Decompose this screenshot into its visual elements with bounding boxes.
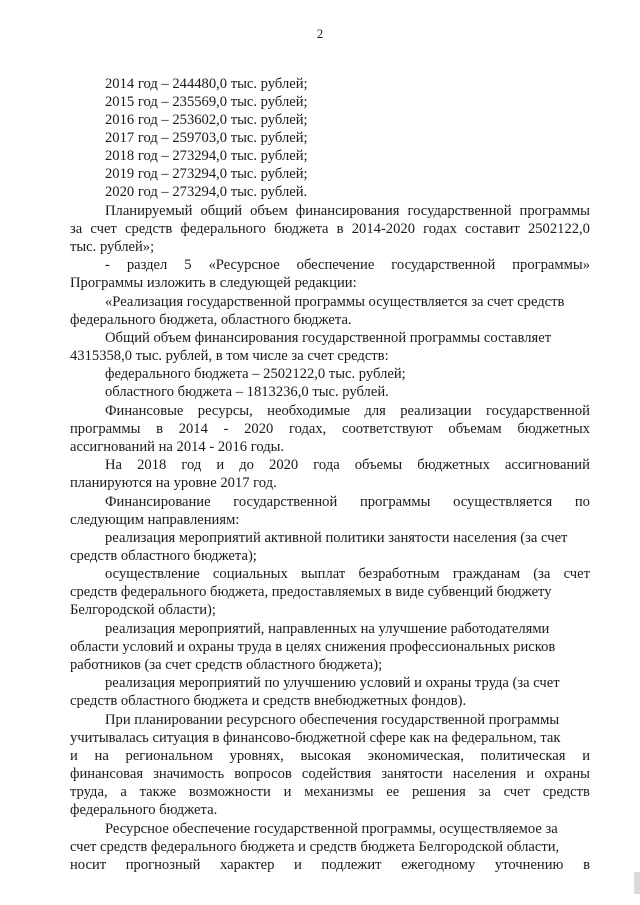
text-line: средств областного бюджета и средств внебюджетных фондов).	[70, 693, 467, 709]
text-word: характер	[220, 857, 275, 873]
text-word: составит	[465, 221, 520, 237]
text-word: значимость	[153, 766, 225, 782]
text-line	[105, 256, 590, 274]
text-word: решения	[411, 784, 466, 800]
text-line	[105, 456, 590, 474]
text-word: 2502122,0	[527, 221, 590, 237]
text-word: государственной	[407, 203, 512, 219]
text-word: Финансирование	[105, 494, 211, 510]
text-line: 2020 год – 273294,0 тыс. рублей.	[105, 184, 308, 200]
text-word: программы»	[512, 257, 590, 273]
text-word: безработным	[358, 566, 440, 582]
text-word: счет	[563, 566, 590, 582]
text-word: 5	[184, 257, 192, 273]
text-word: и	[582, 748, 590, 764]
text-word: бюджетных	[417, 457, 490, 473]
text-word: соответствуют	[342, 421, 433, 437]
text-word: 2014	[178, 421, 208, 437]
text-line: областного бюджета – 1813236,0 тыс. рублей.	[105, 384, 389, 400]
text-line: 4315358,0 тыс. рублей, в том числе за счет средств:	[70, 348, 389, 364]
text-word: подлежит	[321, 857, 382, 873]
text-word: по	[574, 494, 590, 510]
text-word: На	[105, 457, 123, 473]
text-word: -	[223, 421, 229, 437]
text-word: и	[283, 784, 292, 800]
text-word: и	[526, 766, 535, 782]
text-word: федерального	[180, 221, 266, 237]
text-line	[105, 202, 590, 220]
text-word: средств	[542, 784, 590, 800]
text-word: возможности	[188, 784, 271, 800]
text-word: счет	[90, 221, 117, 237]
text-word: 2020	[244, 421, 274, 437]
text-word: ассигнований	[504, 457, 590, 473]
text-word: носит	[70, 857, 107, 873]
text-line: При планировании ресурсного обеспечения государственной программы	[105, 712, 560, 728]
text-line: ассигнований на 2014 - 2016 годы.	[70, 439, 285, 455]
text-word: программы	[70, 421, 141, 437]
text-word: финансирования	[295, 203, 400, 219]
text-word: за	[70, 221, 83, 237]
text-word: также	[139, 784, 177, 800]
text-word: населения	[452, 766, 517, 782]
text-word: социальных	[212, 566, 288, 582]
text-word: общий	[200, 203, 243, 219]
text-word: ежегодному	[401, 857, 476, 873]
text-word: финансовая	[70, 766, 144, 782]
text-word: выплат	[300, 566, 346, 582]
text-word: за	[478, 784, 491, 800]
text-word: в	[336, 221, 344, 237]
text-line: реализация мероприятий активной политики занятости населения (за счет	[105, 530, 568, 546]
text-line: Общий объем финансирования государственной программы составляет	[105, 330, 552, 346]
text-word: государственной	[391, 257, 496, 273]
text-word: и	[294, 857, 302, 873]
scan-edge-mark	[634, 872, 640, 894]
text-line: 2017 год – 259703,0 тыс. рублей;	[105, 130, 308, 146]
text-word: раздел	[126, 257, 168, 273]
text-word: охраны	[544, 766, 590, 782]
text-word: -	[105, 257, 110, 273]
text-line	[70, 747, 590, 765]
text-line: планируются на уровне 2017 год.	[70, 475, 277, 491]
text-line: Белгородской области);	[70, 602, 216, 618]
text-word: экономическая,	[367, 748, 464, 764]
text-word: реализации	[400, 403, 472, 419]
text-line: 2019 год – 273294,0 тыс. рублей;	[105, 166, 308, 182]
text-word: программы	[519, 203, 590, 219]
text-word: 2020	[269, 457, 299, 473]
text-word: труда,	[70, 784, 108, 800]
text-line: средств федерального бюджета, предоставляемых в виде субвенций бюджету	[70, 584, 552, 600]
text-word: гражданам	[452, 566, 521, 582]
text-word: высокая	[300, 748, 351, 764]
text-word: региональном	[125, 748, 213, 764]
text-word: программы	[359, 494, 431, 510]
text-word: (за	[533, 566, 551, 582]
text-word: год	[181, 457, 202, 473]
text-line: «Реализация государственной программы осуществляется за счет средств	[105, 294, 565, 310]
text-word: механизмы	[304, 784, 374, 800]
text-line	[70, 420, 590, 438]
text-line: счет средств федерального бюджета и средств бюджета Белгородской области,	[70, 839, 560, 855]
text-line: реализация мероприятий, направленных на улучшение работодателями	[105, 621, 550, 637]
text-line: Программы изложить в следующей редакции:	[70, 275, 357, 291]
text-word: Планируемый	[105, 203, 193, 219]
text-line: средств областного бюджета);	[70, 548, 257, 564]
text-line: Ресурсное обеспечение государственной программы, осуществляемое за	[105, 821, 558, 837]
text-line: 2018 год – 273294,0 тыс. рублей;	[105, 148, 308, 164]
text-word: уточнению	[494, 857, 564, 873]
text-word: в	[583, 857, 590, 873]
text-word: годах,	[288, 421, 327, 437]
text-line: работников (за счет средств областного бюджета);	[70, 657, 383, 673]
text-line: тыс. рублей»;	[70, 239, 155, 255]
text-word: государственной	[233, 494, 338, 510]
text-word: содействия	[301, 766, 372, 782]
text-line: 2014 год – 244480,0 тыс. рублей;	[105, 76, 308, 92]
text-word: ресурсы,	[197, 403, 253, 419]
text-word: вопросов	[234, 766, 292, 782]
text-line: федерального бюджета.	[70, 802, 218, 818]
text-word: Финансовые	[105, 403, 184, 419]
text-line: учитывалась ситуация в финансово-бюджетной сфере как на федеральном, так	[70, 730, 561, 746]
text-word: до	[239, 457, 254, 473]
text-line	[70, 783, 590, 801]
text-word: «Ресурсное	[208, 257, 280, 273]
text-word: годах	[423, 221, 457, 237]
text-word: бюджета	[274, 221, 329, 237]
text-word: счет	[503, 784, 530, 800]
text-word: ее	[386, 784, 400, 800]
text-word: а	[120, 784, 127, 800]
text-word: в	[156, 421, 164, 437]
text-line	[70, 765, 590, 783]
text-word: средств	[124, 221, 173, 237]
page-number: 2	[316, 26, 324, 41]
text-word: политическая	[480, 748, 566, 764]
text-word: обеспечение	[296, 257, 375, 273]
text-word: необходимые	[267, 403, 350, 419]
text-word: уровнях,	[229, 748, 284, 764]
text-word: года	[313, 457, 340, 473]
text-word: осуществление	[105, 566, 200, 582]
text-line: федерального бюджета, областного бюджета.	[70, 312, 352, 328]
text-word: 2018	[137, 457, 167, 473]
text-word: и	[70, 748, 78, 764]
text-word: на	[94, 748, 109, 764]
text-word: объемам	[448, 421, 502, 437]
text-line	[105, 402, 590, 420]
text-word: и	[216, 457, 225, 473]
text-word: занятости	[381, 766, 443, 782]
text-word: бюджетных	[517, 421, 590, 437]
text-line	[70, 220, 590, 238]
text-line: реализация мероприятий по улучшению условий и охраны труда (за счет	[105, 675, 560, 691]
text-word: осуществляется	[453, 494, 553, 510]
text-line	[105, 493, 590, 511]
text-line: следующим направлениям:	[70, 512, 240, 528]
text-word: государственной	[485, 403, 590, 419]
text-line: области условий и охраны труда в целях снижения профессиональных рисков	[70, 639, 556, 655]
text-line	[105, 565, 590, 583]
text-line	[70, 856, 590, 874]
text-line: федерального бюджета – 2502122,0 тыс. рублей;	[105, 366, 406, 382]
text-word: объемы	[354, 457, 403, 473]
text-word: объем	[250, 203, 288, 219]
text-word: для	[364, 403, 386, 419]
text-word: прогнозный	[125, 857, 201, 873]
text-line: 2016 год – 253602,0 тыс. рублей;	[105, 112, 308, 128]
text-line: 2015 год – 235569,0 тыс. рублей;	[105, 94, 308, 110]
text-word: 2014-2020	[351, 221, 415, 237]
